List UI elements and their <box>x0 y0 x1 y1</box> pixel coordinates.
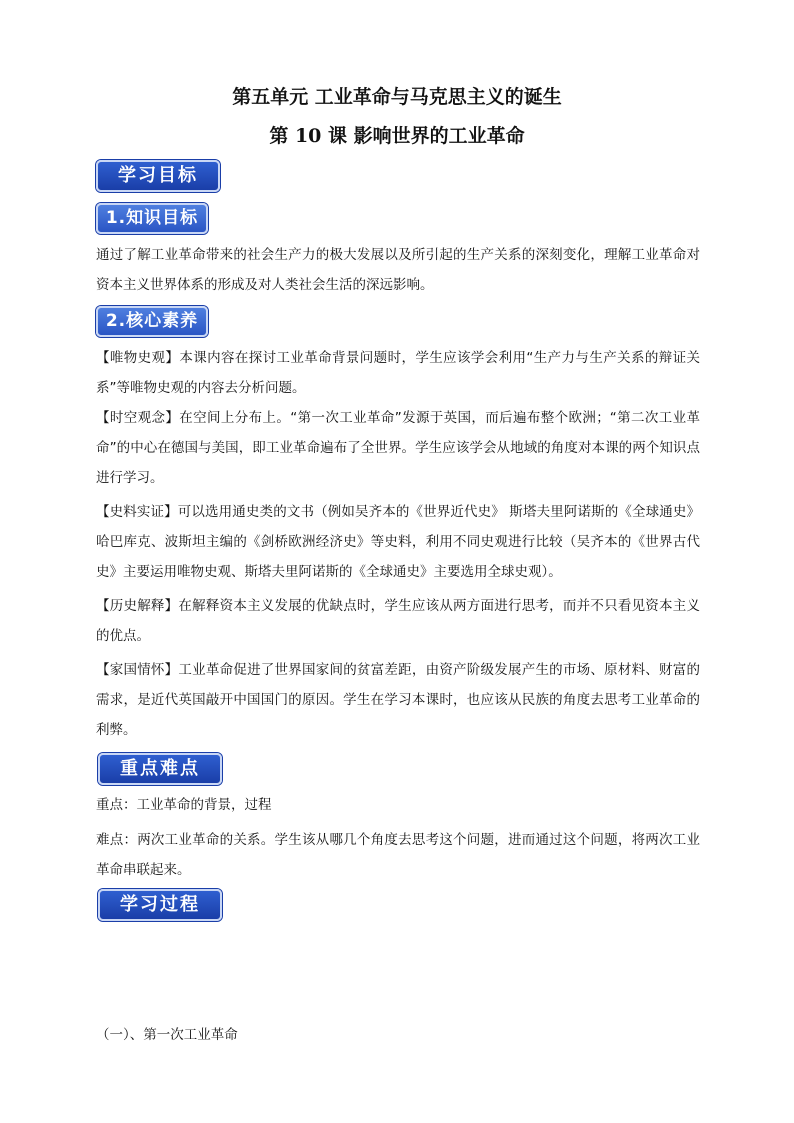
core-literacy-badge: 2.核心素养 <box>96 306 208 337</box>
core-literacy-text: 工业革命促进了世界国家间的贫富差距，由资产阶级发展产生的市场、原材料、财富的需求，是近代英国敲开中国国门的原因。学生在学习本课时，也应该从民族的角度去思考工业革命的利弊。 <box>96 662 701 738</box>
core-literacy-tag: 【时空观念】 <box>96 410 180 426</box>
knowledge-goals-badge: 1.知识目标 <box>96 203 208 234</box>
core-literacy-text: 可以选用通史类的文书（例如吴齐本的《世界近代史》 斯塔夫里阿诺斯的《全球通史》哈巴库克、波斯坦主编的《剑桥欧洲经济史》等史料，利用不同史观进行比较（吴齐本的《世界古代史》主要运用唯物史观、斯塔夫里阿诺斯的《全球通史》主要选用全球史观）。 <box>96 504 700 580</box>
core-literacy-item <box>96 497 700 587</box>
core-literacy-item <box>96 655 700 745</box>
core-literacy-text: 在解释资本主义发展的优缺点时，学生应该从两方面进行思考，而并不只看见资本主义的优点。 <box>96 598 701 644</box>
core-literacy-tag: 【历史解释】 <box>96 598 179 614</box>
core-literacy-item <box>96 591 700 651</box>
core-literacy-tag: 【家国情怀】 <box>96 662 179 678</box>
key-point-difficulty: 难点：两次工业革命的关系。学生该从哪几个角度去思考这个问题，进而通过这个问题，将两次工业革命串联起来。 <box>96 832 700 878</box>
core-literacy-tag: 【唯物史观】 <box>96 350 180 366</box>
learning-process-badge: 学习过程 <box>98 889 222 921</box>
core-literacy-text: 本课内容在探讨工业革命背景问题时，学生应该学会利用“生产力与生产关系的辩证关系”等唯物史观的内容去分析问题。 <box>96 350 701 396</box>
process-part-1: （一）、第一次工业革命 <box>96 1027 238 1043</box>
core-literacy-text: 在空间上分布上。“第一次工业革命”发源于英国，而后遍布整个欧洲；“第二次工业革命”的中心在德国与美国，即工业革命遍布了全世界。学生应该学会从地域的角度对本课的两个知识点进行学习。 <box>96 410 701 486</box>
unit-title: 第五单元 工业革命与马克思主义的诞生 <box>232 86 562 108</box>
core-literacy-item <box>96 403 700 493</box>
key-points-badge: 重点难点 <box>98 753 222 785</box>
key-point-focus: 重点：工业革命的背景，过程 <box>96 797 272 813</box>
learning-goals-badge: 学习目标 <box>96 160 220 192</box>
core-literacy-item <box>96 343 700 403</box>
core-literacy-tag: 【史料实证】 <box>96 504 178 520</box>
lesson-title: 第 10 课 影响世界的工业革命 <box>269 125 525 147</box>
knowledge-goal-text: 通过了解工业革命带来的社会生产力的极大发展以及所引起的生产关系的深刻变化，理解工业革命对资本主义世界体系的形成及对人类社会生活的深远影响。 <box>96 247 700 293</box>
